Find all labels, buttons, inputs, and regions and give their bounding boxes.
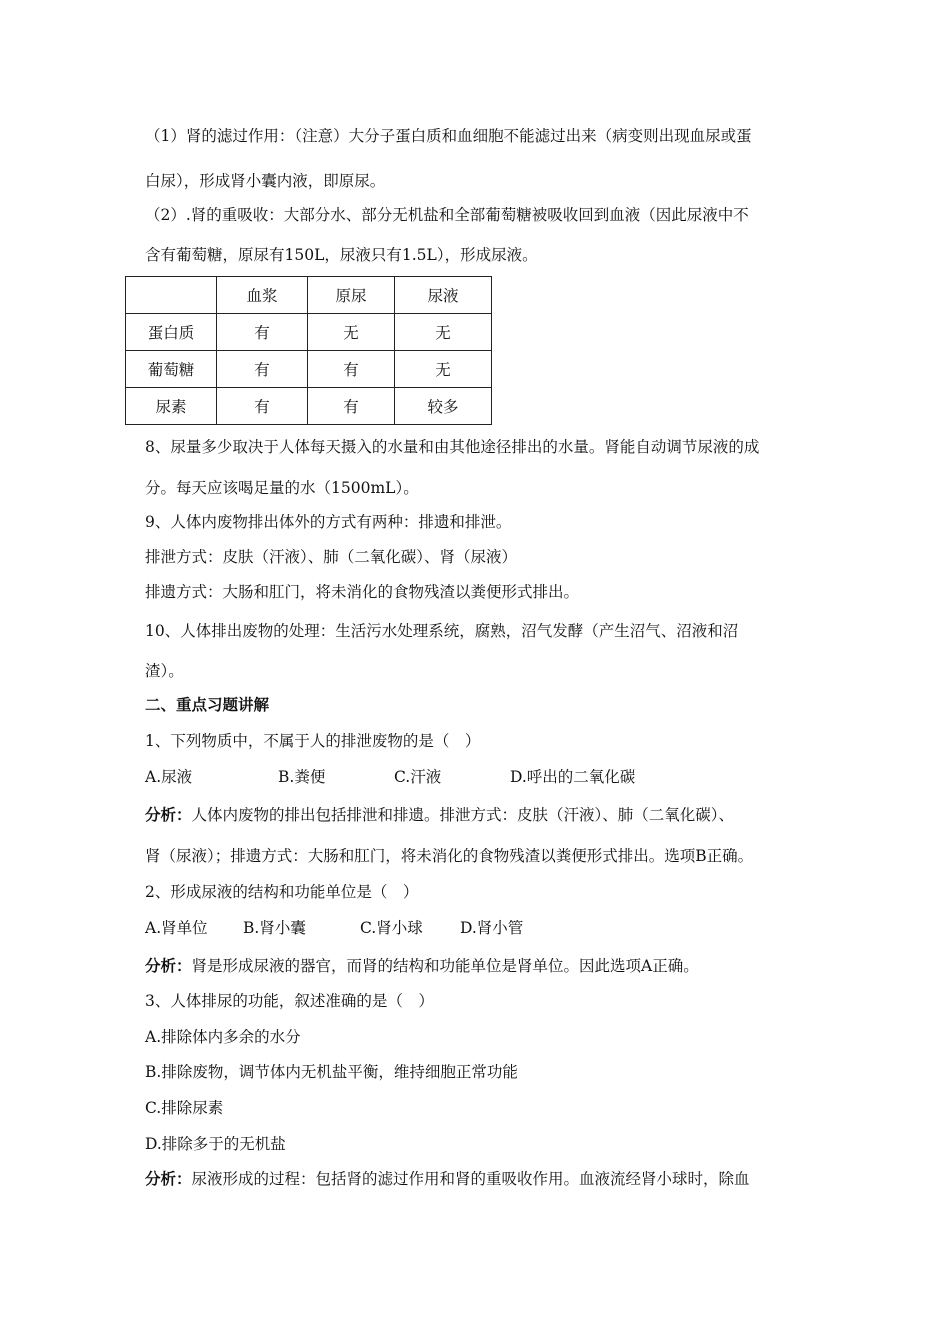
question-1: 1、下列物质中，不属于人的排泄废物的是（ ） — [145, 732, 481, 750]
paragraph-line: 排遗方式：大肠和肛门，将未消化的食物残渣以粪便形式排出。 — [145, 583, 580, 601]
analysis-text: 肾是形成尿液的器官，而肾的结构和功能单位是肾单位。因此选项A正确。 — [191, 957, 699, 975]
analysis-label: 分析： — [145, 956, 192, 975]
option-b: B.排除废物，调节体内无机盐平衡，维持细胞正常功能 — [145, 1063, 518, 1081]
option-c: C.汗液 — [394, 768, 442, 786]
question-1-options — [145, 767, 635, 787]
paragraph-line: （2）.肾的重吸收：大部分水、部分无机盐和全部葡萄糖被吸收回到血液（因此尿液中不 — [145, 206, 749, 224]
table-cell: 有 — [217, 388, 308, 425]
analysis-label: 分析： — [145, 805, 192, 824]
table-cell: 无 — [395, 351, 492, 388]
table-row — [126, 314, 492, 351]
analysis-1-continued: 肾（尿液）；排遗方式：大肠和肛门，将未消化的食物残渣以粪便形式排出。选项B正确。 — [145, 847, 754, 865]
table-cell: 无 — [395, 314, 492, 351]
table-cell: 蛋白质 — [126, 314, 217, 351]
table-cell: 尿液 — [395, 277, 492, 314]
table-cell: 有 — [308, 351, 395, 388]
paragraph-line: 渣）。 — [145, 662, 184, 680]
analysis-3 — [145, 1169, 750, 1189]
question-3: 3、人体排尿的功能，叙述准确的是（ ） — [145, 992, 434, 1010]
analysis-label: 分析： — [145, 1169, 192, 1188]
question-2-options — [145, 918, 523, 938]
table-cell: 尿素 — [126, 388, 217, 425]
paragraph-line: 排泄方式：皮肤（汗液）、肺（二氧化碳）、肾（尿液） — [145, 548, 518, 566]
paragraph-line: 10、人体排出废物的处理：生活污水处理系统，腐熟，沼气发酵（产生沼气、沼液和沼 — [145, 622, 739, 640]
option-a: A.尿液 — [145, 768, 193, 786]
paragraph-line: 含有葡萄糖，原尿有150L，尿液只有1.5L），形成尿液。 — [145, 246, 538, 264]
option-d: D.排除多于的无机盐 — [145, 1135, 286, 1153]
table-row — [126, 351, 492, 388]
paragraph-line: 白尿），形成肾小囊内液，即原尿。 — [145, 172, 386, 190]
option-d: D.肾小管 — [460, 919, 524, 937]
option-a: A.排除体内多余的水分 — [145, 1028, 301, 1046]
option-b: B.粪便 — [278, 768, 326, 786]
analysis-1 — [145, 805, 734, 825]
option-d: D.呼出的二氧化碳 — [510, 768, 636, 786]
analysis-text: 尿液形成的过程：包括肾的滤过作用和肾的重吸收作用。血液流经肾小球时，除血 — [191, 1170, 750, 1188]
option-a: A.肾单位 — [145, 919, 208, 937]
table-cell: 较多 — [395, 388, 492, 425]
table-cell: 无 — [308, 314, 395, 351]
paragraph-line: 分。每天应该喝足量的水（1500mL）。 — [145, 479, 419, 497]
paragraph-line: （1）肾的滤过作用：（注意）大分子蛋白质和血细胞不能滤过出来（病变则出现血尿或蛋 — [145, 127, 752, 145]
table-cell: 有 — [217, 351, 308, 388]
analysis-2 — [145, 956, 699, 976]
paragraph-line: 8、尿量多少取决于人体每天摄入的水量和由其他途径排出的水量。肾能自动调节尿液的成 — [145, 438, 760, 456]
option-c: C.排除尿素 — [145, 1099, 224, 1117]
table-cell: 原尿 — [308, 277, 395, 314]
paragraph-line: 9、人体内废物排出体外的方式有两种：排遗和排泄。 — [145, 513, 512, 531]
option-b: B.肾小囊 — [243, 919, 306, 937]
option-c: C.肾小球 — [360, 919, 423, 937]
question-2: 2、形成尿液的结构和功能单位是（ ） — [145, 883, 419, 901]
table-cell: 有 — [308, 388, 395, 425]
table-header-row — [126, 277, 492, 314]
comparison-table — [125, 276, 492, 425]
table-cell — [126, 277, 217, 314]
table-cell: 葡萄糖 — [126, 351, 217, 388]
section-heading: 二、重点习题讲解 — [145, 695, 270, 714]
analysis-text: 人体内废物的排出包括排泄和排遗。排泄方式：皮肤（汗液）、肺（二氧化碳）、 — [191, 806, 735, 824]
table-cell: 血浆 — [217, 277, 308, 314]
table-row — [126, 388, 492, 425]
table-cell: 有 — [217, 314, 308, 351]
